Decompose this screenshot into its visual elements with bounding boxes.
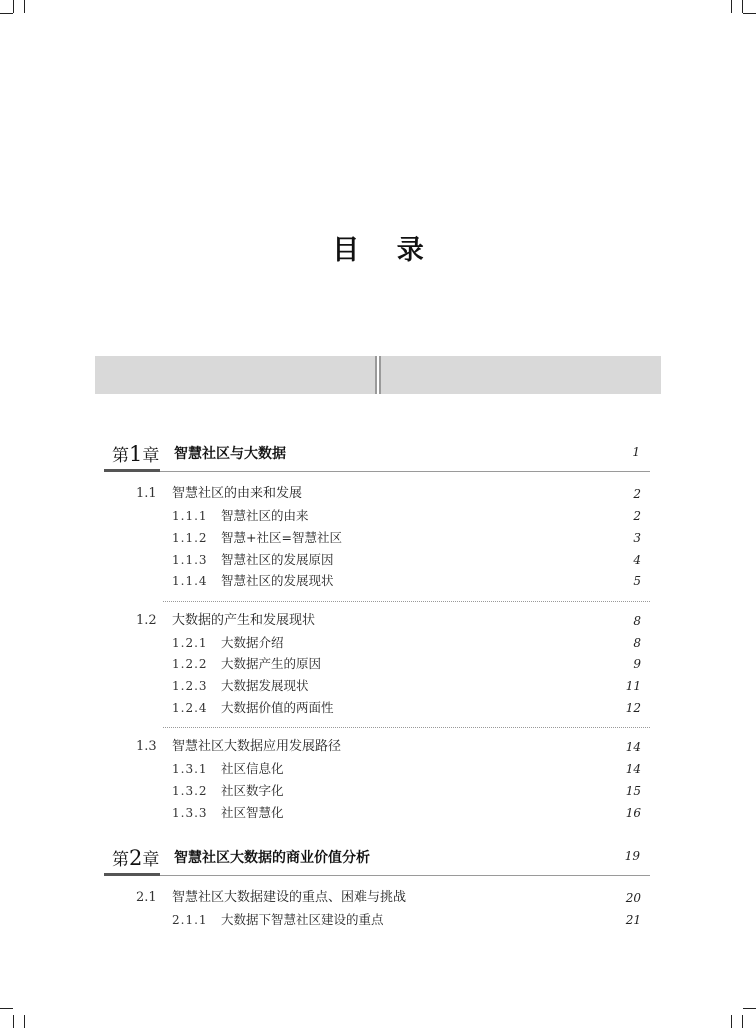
subsection-number: 1.3.2 (172, 784, 208, 798)
page-number: 8 (633, 614, 641, 628)
page-number: 5 (633, 574, 641, 588)
page-number: 12 (625, 701, 641, 715)
subsection-number: 2.1.1 (172, 913, 208, 927)
subsection-number: 1.3.1 (172, 762, 208, 776)
subsection-title: 大数据下智慧社区建设的重点 (221, 912, 384, 927)
subsection-title: 智慧社区的由来 (221, 508, 309, 523)
page-number: 3 (633, 531, 641, 545)
chapter-number: 第2章 (112, 846, 160, 870)
section-number: 1.2 (136, 613, 157, 628)
chapter-number: 第1章 (112, 442, 160, 466)
crop-mark (742, 1015, 743, 1028)
page-number: 2 (633, 487, 641, 501)
decorative-band-left (95, 356, 375, 394)
page-number: 14 (625, 762, 641, 776)
chapter-heading[interactable] (104, 441, 650, 471)
toc-section[interactable] (130, 737, 641, 757)
page-number: 8 (633, 636, 641, 650)
toc-subsection[interactable] (130, 571, 641, 591)
section-title: 大数据的产生和发展现状 (172, 613, 316, 628)
subsection-title: 智慧+社区=智慧社区 (221, 530, 342, 545)
page-number: 1 (632, 445, 640, 459)
section-number: 2.1 (136, 890, 157, 905)
section-number: 1.1 (136, 486, 157, 501)
section-title: 智慧社区的由来和发展 (172, 486, 303, 501)
subsection-number: 1.1.1 (172, 509, 208, 523)
chapter-rule-thin (160, 471, 650, 472)
crop-mark (13, 1015, 14, 1028)
page-number: 11 (625, 679, 641, 693)
toc-subsection[interactable] (130, 528, 641, 548)
band-divider (375, 356, 381, 394)
page-number: 15 (625, 784, 641, 798)
chapter-rule-thick (104, 469, 160, 472)
page-number: 14 (625, 740, 641, 754)
subsection-number: 1.1.3 (172, 553, 208, 567)
toc-subsection[interactable] (130, 698, 641, 718)
subsection-title: 大数据介绍 (221, 635, 284, 650)
subsection-number: 1.2.3 (172, 679, 208, 693)
toc-subsection[interactable] (130, 781, 641, 801)
decorative-band-right (381, 356, 661, 394)
section-separator (163, 727, 650, 728)
crop-mark (743, 1008, 756, 1009)
crop-mark (731, 0, 732, 13)
page-number: 2 (633, 509, 641, 523)
toc-subsection[interactable] (130, 654, 641, 674)
page-number: 9 (633, 657, 641, 671)
toc-subsection[interactable] (130, 550, 641, 570)
crop-mark (13, 0, 14, 13)
page-number: 19 (624, 849, 640, 863)
crop-mark (24, 1015, 25, 1028)
crop-mark (0, 13, 13, 14)
toc-section[interactable] (130, 611, 641, 631)
subsection-title: 大数据产生的原因 (221, 656, 322, 671)
subsection-title: 大数据发展现状 (221, 678, 309, 693)
toc-subsection[interactable] (130, 506, 641, 526)
subsection-title: 社区智慧化 (221, 805, 284, 820)
chapter-rule-thin (160, 875, 650, 876)
toc-subsection[interactable] (130, 759, 641, 779)
section-title: 智慧社区大数据应用发展路径 (172, 739, 342, 754)
subsection-number: 1.2.1 (172, 636, 208, 650)
subsection-title: 智慧社区的发展原因 (221, 552, 334, 567)
crop-mark (731, 1015, 732, 1028)
page-number: 21 (625, 913, 641, 927)
page-title: 目 录 (332, 235, 438, 266)
subsection-title: 社区信息化 (221, 761, 284, 776)
page-number: 16 (625, 806, 641, 820)
chapter-title: 智慧社区与大数据 (174, 446, 286, 462)
toc-section[interactable] (130, 484, 641, 504)
subsection-number: 1.2.2 (172, 657, 208, 671)
subsection-number: 1.1.2 (172, 531, 208, 545)
section-number: 1.3 (136, 739, 157, 754)
subsection-number: 1.3.3 (172, 806, 208, 820)
page-number: 4 (633, 553, 641, 567)
chapter-heading[interactable] (104, 845, 650, 875)
toc-subsection[interactable] (130, 633, 641, 653)
toc-subsection[interactable] (130, 803, 641, 823)
subsection-title: 社区数字化 (221, 783, 284, 798)
subsection-title: 智慧社区的发展现状 (221, 573, 334, 588)
toc-subsection[interactable] (130, 910, 641, 930)
toc-subsection[interactable] (130, 676, 641, 696)
crop-mark (742, 0, 743, 13)
crop-mark (743, 13, 756, 14)
subsection-number: 1.2.4 (172, 701, 208, 715)
subsection-title: 大数据价值的两面性 (221, 700, 334, 715)
chapter-rule-thick (104, 873, 160, 876)
section-title: 智慧社区大数据建设的重点、困难与挑战 (172, 890, 407, 905)
section-separator (163, 601, 650, 602)
toc-section[interactable] (130, 888, 641, 908)
chapter-title: 智慧社区大数据的商业价值分析 (174, 850, 370, 866)
crop-mark (0, 1008, 13, 1009)
crop-mark (24, 0, 25, 13)
page-number: 20 (625, 891, 641, 905)
subsection-number: 1.1.4 (172, 574, 208, 588)
